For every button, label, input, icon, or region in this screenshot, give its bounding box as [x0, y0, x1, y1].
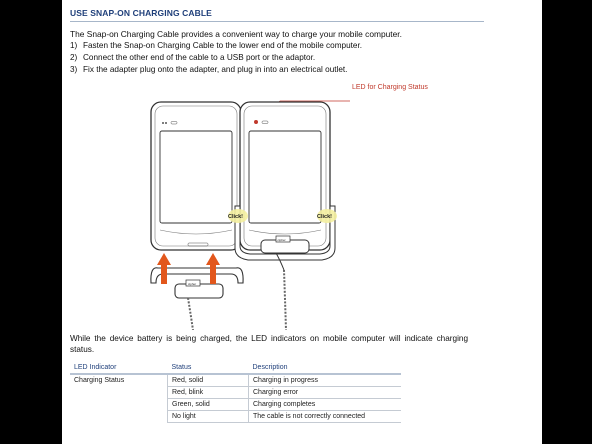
- step-item: 1) Fasten the Snap-on Charging Cable to the lower end of the mobile computer.: [70, 41, 362, 50]
- table-cell: Charging in progress: [249, 374, 402, 387]
- table-row: [70, 399, 401, 411]
- steps-list: [70, 41, 362, 77]
- led-status-table: [70, 362, 401, 423]
- led-indicator-icon: [254, 120, 258, 124]
- column-header: Status: [168, 362, 249, 374]
- mobile-computer-left: [151, 102, 241, 250]
- table-row: [70, 411, 401, 423]
- table-cell: Green, solid: [168, 399, 249, 411]
- table-header-row: [70, 362, 401, 374]
- table-cell: The cable is not correctly connected: [249, 411, 402, 423]
- led-callout-label: LED for Charging Status: [352, 84, 428, 91]
- column-header: Description: [249, 362, 402, 374]
- table-cell: Red, solid: [168, 374, 249, 387]
- step-item: 2) Connect the other end of the cable to a USB port or the adaptor.: [70, 53, 316, 62]
- charging-illustration: [80, 78, 460, 330]
- table-cell: Charging error: [249, 387, 402, 399]
- table-row: [70, 374, 401, 387]
- step-item: 3) Fix the adapter plug onto the adapter, and plug in into an electrical outlet.: [70, 65, 348, 74]
- table-cell: Red, blink: [168, 387, 249, 399]
- svg-text:cipher: cipher: [188, 282, 197, 286]
- click-label-right: Click!: [317, 214, 332, 220]
- table-cell: Charging Status: [70, 374, 168, 387]
- charging-note: While the device battery is being charged, the LED indicators on mobile computer will indicate charging status.: [70, 334, 468, 354]
- section-title: USE SNAP-ON CHARGING CABLE: [70, 8, 212, 18]
- table-cell: Charging completes: [249, 399, 402, 411]
- click-label-left: Click!: [228, 214, 243, 220]
- table-cell: No light: [168, 411, 249, 423]
- svg-text:cipher: cipher: [277, 238, 286, 242]
- mobile-computer-right: [240, 102, 330, 250]
- section-rule: [70, 21, 484, 22]
- intro-text: The Snap-on Charging Cable provides a convenient way to charge your mobile computer.: [70, 29, 402, 39]
- column-header: LED Indicator: [70, 362, 168, 374]
- table-row: [70, 387, 401, 399]
